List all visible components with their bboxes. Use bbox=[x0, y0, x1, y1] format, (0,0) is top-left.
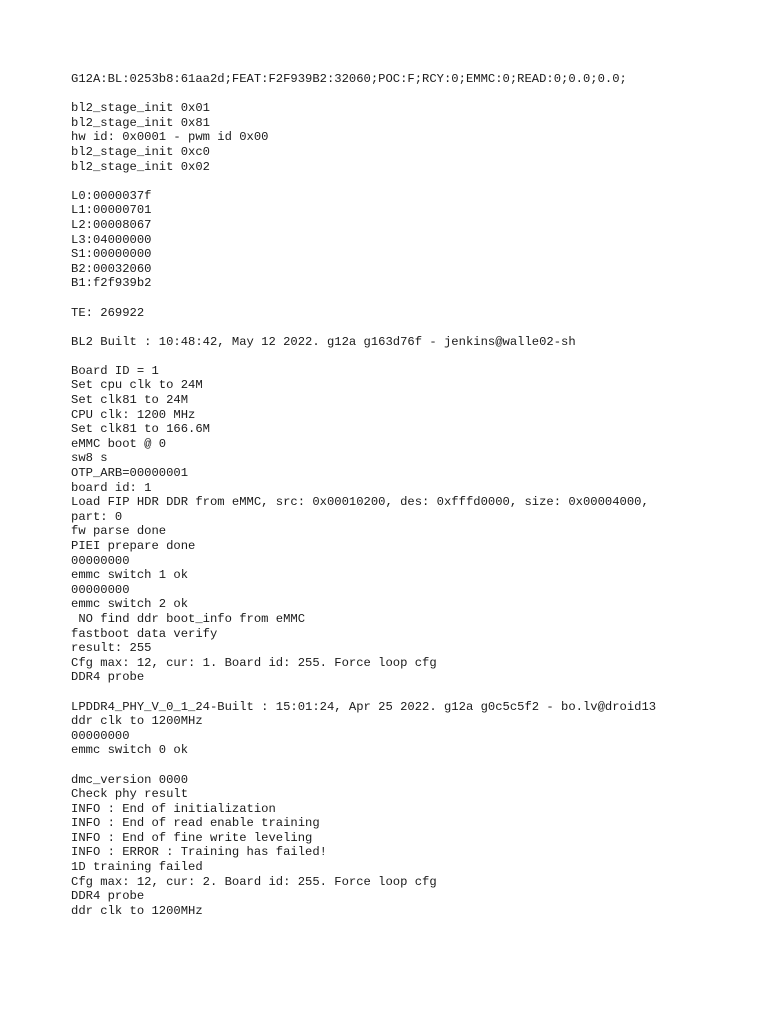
log-line: bl2_stage_init 0x01 bbox=[71, 101, 210, 116]
log-line: board id: 1 bbox=[71, 480, 152, 495]
log-line: part: 0 bbox=[71, 509, 123, 524]
log-line: B2:00032060 bbox=[71, 261, 152, 276]
log-line: L3:04000000 bbox=[71, 232, 152, 247]
log-line: INFO : ERROR : Training has failed! bbox=[71, 845, 327, 860]
log-line: INFO : End of initialization bbox=[71, 801, 276, 816]
log-line: bl2_stage_init 0x81 bbox=[71, 115, 210, 130]
log-line: CPU clk: 1200 MHz bbox=[71, 407, 196, 422]
log-line: sw8 s bbox=[71, 451, 108, 466]
log-line: B1:f2f939b2 bbox=[71, 276, 152, 291]
log-line: S1:00000000 bbox=[71, 247, 152, 262]
blank-line bbox=[71, 174, 751, 189]
log-line: eMMC boot @ 0 bbox=[71, 436, 167, 451]
log-line: G12A:BL:0253b8:61aa2d;FEAT:F2F939B2:32060;POC:F;RCY:0;EMMC:0;READ:0;0.0;0.0; bbox=[71, 72, 627, 86]
log-line: BL2 Built : 10:48:42, May 12 2022. g12a g163d76f - jenkins@walle02-sh bbox=[71, 334, 576, 349]
log-line: ddr clk to 1200MHz bbox=[71, 903, 203, 918]
log-line: dmc_version 0000 bbox=[71, 772, 189, 787]
log-line: Set clk81 to 24M bbox=[71, 393, 189, 408]
log-line: DDR4 probe bbox=[71, 889, 145, 904]
log-line: OTP_ARB=00000001 bbox=[71, 466, 189, 481]
log-line: DDR4 probe bbox=[71, 670, 145, 685]
log-line: 1D training failed bbox=[71, 860, 203, 875]
log-line: L1:00000701 bbox=[71, 203, 152, 218]
log-line: Cfg max: 12, cur: 1. Board id: 255. Force loop cfg bbox=[71, 655, 437, 670]
log-line: emmc switch 2 ok bbox=[71, 597, 189, 612]
log-line: L2:00008067 bbox=[71, 217, 152, 232]
log-line: INFO : End of read enable training bbox=[71, 816, 320, 831]
log-line: hw id: 0x0001 - pwm id 0x00 bbox=[71, 130, 269, 145]
blank-line bbox=[71, 758, 751, 773]
log-line: LPDDR4_PHY_V_0_1_24-Built : 15:01:24, Apr 25 2022. g12a g0c5c5f2 - bo.lv@droid13 bbox=[71, 699, 657, 714]
log-line: NO find ddr boot_info from eMMC bbox=[71, 611, 306, 626]
log-line: Check phy result bbox=[71, 787, 189, 802]
log-line: 00000000 bbox=[71, 553, 130, 568]
log-line: result: 255 bbox=[71, 641, 152, 656]
log-line: emmc switch 0 ok bbox=[71, 743, 189, 758]
log-line: INFO : End of fine write leveling bbox=[71, 830, 313, 845]
log-line: Load FIP HDR DDR from eMMC, src: 0x00010200, des: 0xfffd0000, size: 0x00004000, bbox=[71, 495, 649, 510]
blank-line bbox=[71, 291, 751, 306]
log-line: Cfg max: 12, cur: 2. Board id: 255. Force loop cfg bbox=[71, 874, 437, 889]
log-line: fastboot data verify bbox=[71, 626, 218, 641]
log-line: ddr clk to 1200MHz bbox=[71, 714, 203, 729]
boot-log bbox=[71, 72, 751, 918]
blank-line bbox=[71, 685, 751, 700]
blank-line bbox=[71, 320, 751, 335]
log-line: PIEI prepare done bbox=[71, 539, 196, 553]
log-line: Set cpu clk to 24M bbox=[71, 378, 203, 393]
log-line: Set clk81 to 166.6M bbox=[71, 422, 210, 437]
log-line: 00000000 bbox=[71, 582, 130, 597]
log-line: TE: 269922 bbox=[71, 305, 145, 320]
log-line: 00000000 bbox=[71, 728, 130, 743]
blank-line bbox=[71, 349, 751, 364]
log-line: emmc switch 1 ok bbox=[71, 568, 189, 583]
log-line: Board ID = 1 bbox=[71, 363, 159, 378]
log-line: bl2_stage_init 0xc0 bbox=[71, 144, 210, 159]
blank-line bbox=[71, 87, 751, 102]
log-line: bl2_stage_init 0x02 bbox=[71, 159, 210, 174]
log-line: L0:0000037f bbox=[71, 188, 152, 203]
log-line: fw parse done bbox=[71, 524, 167, 539]
